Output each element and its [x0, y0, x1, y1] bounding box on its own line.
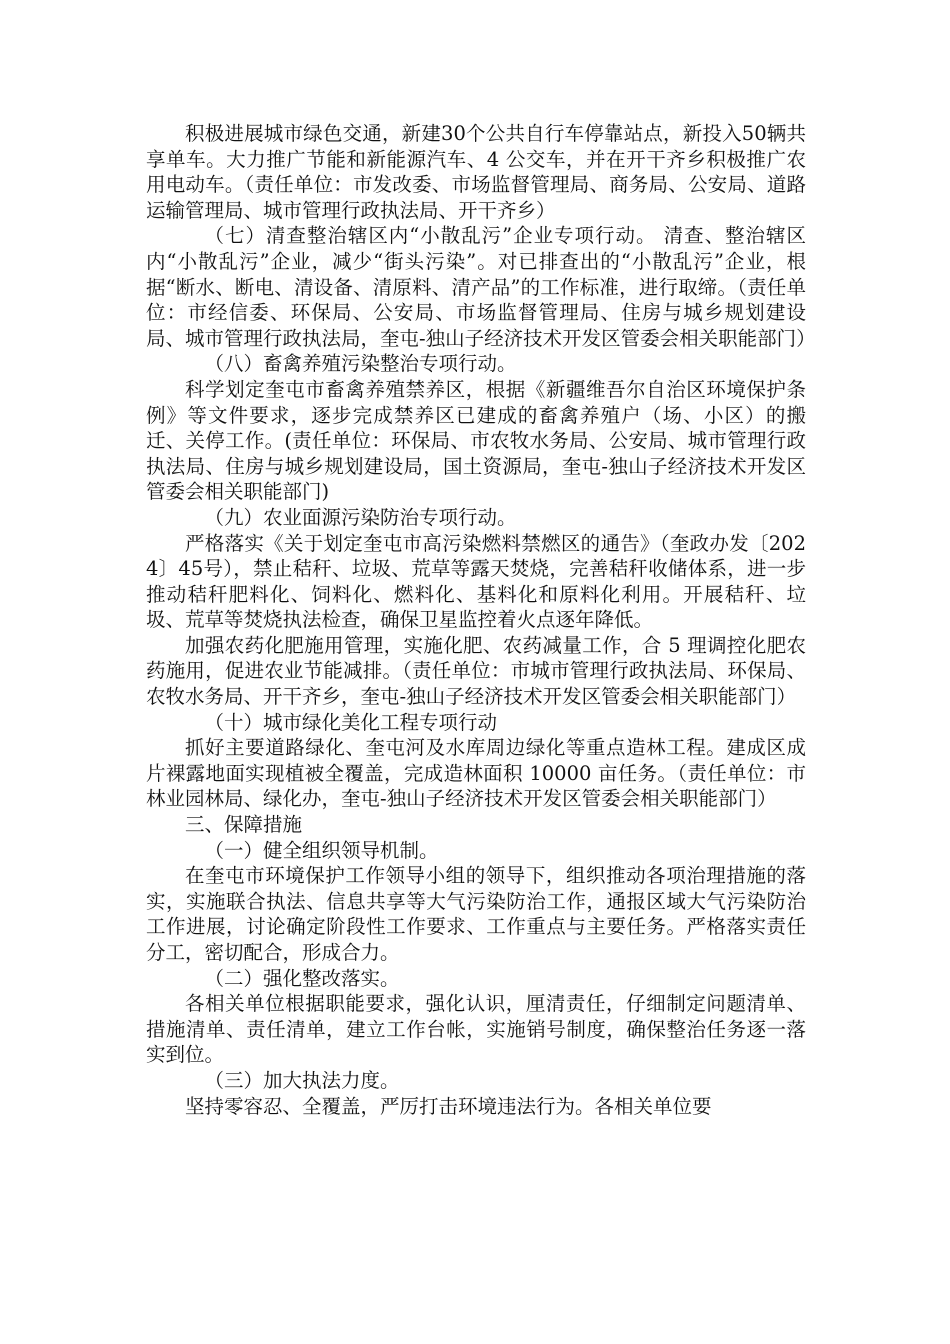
paragraph-enforcement: 坚持零容忍、全覆盖，严厉打击环境违法行为。各相关单位要: [185, 1094, 712, 1118]
paragraph-livestock: 科学划定奎屯市畜禽养殖禁养区，根据《新疆维吾尔自治区环境保护条例》等文件要求，逐步完成禁养区已建成的畜禽养殖户（场、小区）的搬迁、关停工作。(责任单位：环保局、市农牧水务局、公安局、城市管理行政执法局、住房与城乡规划建设局，国土资源局，奎屯-独山子经济技术开发区管委会相关职能部门): [146, 377, 806, 504]
paragraph-green-transport: 积极进展城市绿色交通，新建30个公共自行车停靠站点，新投入50辆共享单车。大力推广节能和新能源汽车、4 公交车，并在开干齐乡积极推广农用电动车。（责任单位：市发改委、市场监督管理局、商务局、公安局、道路运输管理局、城市管理行政执法局、开干齐乡）: [146, 122, 806, 222]
section-heading-10: （十）城市绿化美化工程专项行动: [204, 710, 498, 734]
paragraph-pesticide: 加强农药化肥施用管理，实施化肥、农药减量工作，合 5 理调控化肥农药施用，促进农业节能减排。（责任单位：市城市管理行政执法局、环保局、农牧水务局、开干齐乡，奎屯-独山子经济技术开发区管委会相关职能部门）: [146, 633, 806, 709]
section-heading-9: （九）农业面源污染防治专项行动。: [204, 505, 517, 529]
subsection-heading-1: （一）健全组织领导机制。: [204, 838, 439, 862]
document-body: [146, 121, 816, 1119]
paragraph-greening: 抓好主要道路绿化、奎屯河及水库周边绿化等重点造林工程。建成区成片裸露地面实现植被全覆盖，完成造林面积 10000 亩任务。（责任单位：市林业园林局、绿化办，奎屯-独山子经济技术开发区管委会相关职能部门）: [146, 736, 806, 811]
paragraph-straw-burning: 严格落实《关于划定奎屯市高污染燃料禁燃区的通告》（奎政办发〔2024〕45号），禁止秸秆、垃圾、荒草等露天焚烧，完善秸秆收储体系，进一步推动秸秆肥料化、饲料化、燃料化、基料化和原料化利用。开展秸秆、垃圾、荒草等焚烧执法检查，确保卫星监控着火点逐年降低。: [146, 531, 806, 632]
section-heading-8: （八）畜禽养殖污染整治专项行动。: [204, 352, 517, 376]
chapter-heading-3: 三、保障措施: [185, 813, 303, 837]
subsection-heading-3: （三）加大执法力度。: [204, 1068, 400, 1092]
section-heading-7: （七）清查整治辖区内“小散乱污”企业专项行动。 清查、整治辖区内“小散乱污”企业，减少“街头污染”。对已排查出的“小散乱污”企业，根据“断水、断电、清设备、清原料、清产品”的工作标准，进行取缔。（责任单位：市经信委、环保局、公安局、市场监督管理局、住房与城乡规划建设局、城市管理行政执法局，奎屯-独山子经济技术开发区管委会相关职能部门）: [146, 224, 816, 350]
subsection-heading-2: （二）强化整改落实。: [204, 966, 400, 990]
paragraph-rectification: 各相关单位根据职能要求，强化认识，厘清责任，仔细制定问题清单、措施清单、责任清单，建立工作台帐，实施销号制度，确保整治任务逐一落实到位。: [146, 992, 806, 1067]
paragraph-leadership: 在奎屯市环境保护工作领导小组的领导下，组织推动各项治理措施的落实，实施联合执法、信息共享等大气污染防治工作，通报区域大气污染防治工作进展，讨论确定阶段性工作要求、工作重点与主要任务。严格落实责任分工，密切配合，形成合力。: [146, 864, 806, 964]
